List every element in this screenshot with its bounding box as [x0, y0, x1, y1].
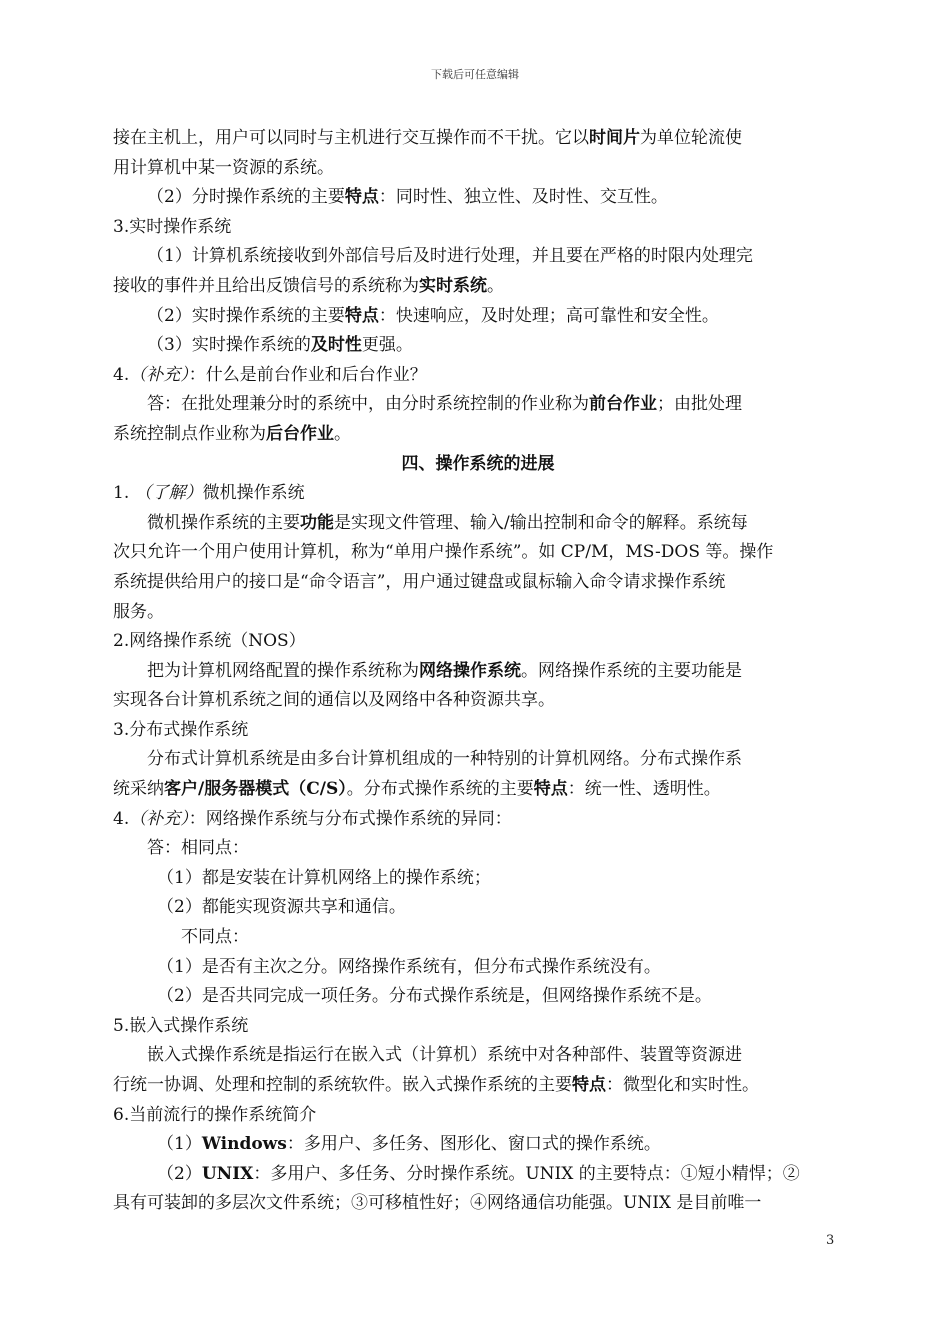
paragraph-line: [113, 657, 843, 687]
page-header: 下载后可任意编辑: [431, 68, 519, 81]
text-run: （2）: [157, 1163, 202, 1184]
italic-note: （补充）: [129, 808, 189, 829]
text-run: （2）都能实现资源共享和通信。: [157, 897, 406, 918]
paragraph-line: [113, 331, 843, 361]
italic-note: （了解）: [134, 483, 203, 504]
section-heading: [113, 716, 843, 746]
paragraph-line: [113, 420, 843, 450]
text-run: 。分布式操作系统的主要: [346, 779, 534, 800]
text-run: 6.当前流行的操作系统简介: [113, 1104, 317, 1125]
paragraph-line: [113, 302, 843, 332]
bold-term: 及时性: [310, 335, 362, 356]
text-run: ：统一性、透明性。: [567, 779, 721, 800]
text-run: ：什么是前台作业和后台作业？: [188, 364, 427, 385]
section-heading: [113, 213, 843, 243]
paragraph-line: [113, 1041, 843, 1071]
chapter-heading: [113, 450, 843, 480]
bold-term: Windows: [201, 1134, 287, 1155]
text-run: （3）实时操作系统的: [147, 335, 311, 356]
paragraph-line: [113, 538, 843, 568]
answer-line: [113, 834, 843, 864]
list-item: [113, 1160, 843, 1190]
question-line: [113, 805, 843, 835]
section-heading: [113, 1101, 843, 1131]
bold-term: 功能: [300, 512, 334, 533]
text-run: 。网络操作系统的主要功能是: [521, 660, 742, 681]
paragraph-line: [113, 745, 843, 775]
text-run: ：网络操作系统与分布式操作系统的异同：: [188, 808, 512, 829]
bold-term: 后台作业: [266, 423, 334, 444]
bold-term: 实时系统: [419, 275, 487, 296]
answer-line: [113, 923, 843, 953]
text-run: ；由批处理: [657, 394, 742, 415]
paragraph-line: [113, 183, 843, 213]
text-run: 不同点：: [181, 927, 249, 948]
paragraph-line: [113, 124, 843, 154]
paragraph-line: [113, 1071, 843, 1101]
text-run: 是实现文件管理、输入/输出控制和命令的解释。系统每: [334, 512, 748, 533]
paragraph-line: [113, 568, 843, 598]
document-body: [113, 124, 843, 1219]
text-run: 系统控制点作业称为: [113, 423, 266, 444]
text-run: 次只允许一个用户使用计算机，称为“单用户操作系统”。如 CP/M，MS-DOS 等。操作: [113, 542, 774, 563]
text-run: 答：相同点：: [147, 838, 249, 859]
text-run: 四、操作系统的进展: [401, 453, 555, 474]
text-run: （2）实时操作系统的主要: [147, 305, 345, 326]
paragraph-line: [113, 154, 843, 184]
text-run: 4.: [113, 364, 130, 385]
bold-term: 网络操作系统: [419, 660, 521, 681]
text-run: ：快速响应，及时处理；高可靠性和安全性。: [378, 305, 719, 326]
text-run: 4.: [113, 808, 130, 829]
paragraph-line: [113, 775, 843, 805]
text-run: （1）都是安装在计算机网络上的操作系统；: [157, 867, 491, 888]
paragraph-line: [113, 242, 843, 272]
text-run: 接在主机上，用户可以同时与主机进行交互操作而不干扰。它以: [113, 128, 589, 148]
text-run: 用计算机中某一资源的系统。: [113, 157, 334, 178]
paragraph-line: [113, 1189, 843, 1219]
text-run: （1）是否有主次之分。网络操作系统有，但分布式操作系统没有。: [157, 956, 661, 977]
text-run: （2）是否共同完成一项任务。分布式操作系统是，但网络操作系统不是。: [157, 986, 712, 1007]
list-item: [113, 893, 843, 923]
paragraph-line: [113, 272, 843, 302]
text-run: 。: [487, 275, 504, 296]
text-run: 把为计算机网络配置的操作系统称为: [147, 660, 419, 681]
list-item: [113, 864, 843, 894]
section-heading: [113, 627, 843, 657]
text-run: 为单位轮流使: [640, 128, 742, 148]
text-run: 系统提供给用户的接口是“命令语言”，用户通过键盘或鼠标输入命令请求操作系统: [113, 571, 726, 592]
text-run: ：微型化和实时性。: [606, 1075, 759, 1095]
text-run: （2）分时操作系统的主要: [147, 187, 345, 208]
italic-note: （补充）: [129, 364, 189, 385]
text-run: 3.分布式操作系统: [113, 719, 249, 740]
question-line: [113, 361, 843, 391]
text-run: 嵌入式操作系统是指运行在嵌入式（计算机）系统中对各种部件、装置等资源进: [147, 1045, 742, 1066]
text-run: ：多用户、多任务、分时操作系统。UNIX 的主要特点：①短小精悍；②: [253, 1163, 800, 1184]
list-item: [113, 982, 843, 1012]
paragraph-line: [113, 686, 843, 716]
text-run: ：同时性、独立性、及时性、交互性。: [378, 187, 668, 208]
bold-term: 特点: [344, 187, 379, 208]
text-run: 3.实时操作系统: [113, 216, 232, 237]
text-run: 分布式计算机系统是由多台计算机组成的一种特别的计算机网络。分布式操作系: [147, 749, 742, 770]
text-run: 实现各台计算机系统之间的通信以及网络中各种资源共享。: [113, 690, 555, 711]
paragraph-line: [113, 509, 843, 539]
bold-term: UNIX: [201, 1163, 254, 1184]
text-run: 5.嵌入式操作系统: [113, 1015, 249, 1036]
text-run: 行统一协调、处理和控制的系统软件。嵌入式操作系统的主要: [113, 1075, 572, 1095]
bold-term: 前台作业: [589, 394, 657, 415]
text-run: （1）计算机系统接收到外部信号后及时进行处理，并且要在严格的时限内处理完: [147, 246, 753, 267]
text-run: 服务。: [113, 601, 164, 622]
section-heading: [113, 479, 843, 509]
bold-term: 特点: [533, 779, 568, 800]
text-run: 更强。: [361, 335, 413, 356]
text-run: （1）: [157, 1134, 202, 1155]
answer-line: [113, 390, 843, 420]
text-run: ：多用户、多任务、图形化、窗口式的操作系统。: [286, 1134, 661, 1155]
bold-term: 特点: [344, 305, 379, 326]
text-run: 2.网络操作系统（NOS）: [113, 631, 306, 652]
paragraph-line: [113, 598, 843, 628]
page-number: 3: [826, 1233, 835, 1248]
section-heading: [113, 1012, 843, 1042]
text-run: 具有可装卸的多层次文件系统；③可移植性好；④网络通信功能强。UNIX 是目前唯一: [113, 1193, 762, 1214]
bold-term: 时间片: [589, 128, 640, 148]
bold-term: 客户/服务器模式（C/S）: [164, 779, 347, 800]
text-run: 1.: [113, 483, 135, 504]
text-run: 统采纳: [113, 779, 164, 800]
list-item: [113, 953, 843, 983]
text-run: 接收的事件并且给出反馈信号的系统称为: [113, 275, 419, 296]
text-run: 。: [334, 423, 351, 444]
list-item: [113, 1130, 843, 1160]
bold-term: 特点: [572, 1075, 606, 1095]
text-run: 微机操作系统的主要: [147, 512, 300, 533]
text-run: 微机操作系统: [202, 483, 305, 504]
text-run: 答：在批处理兼分时的系统中，由分时系统控制的作业称为: [147, 394, 589, 415]
